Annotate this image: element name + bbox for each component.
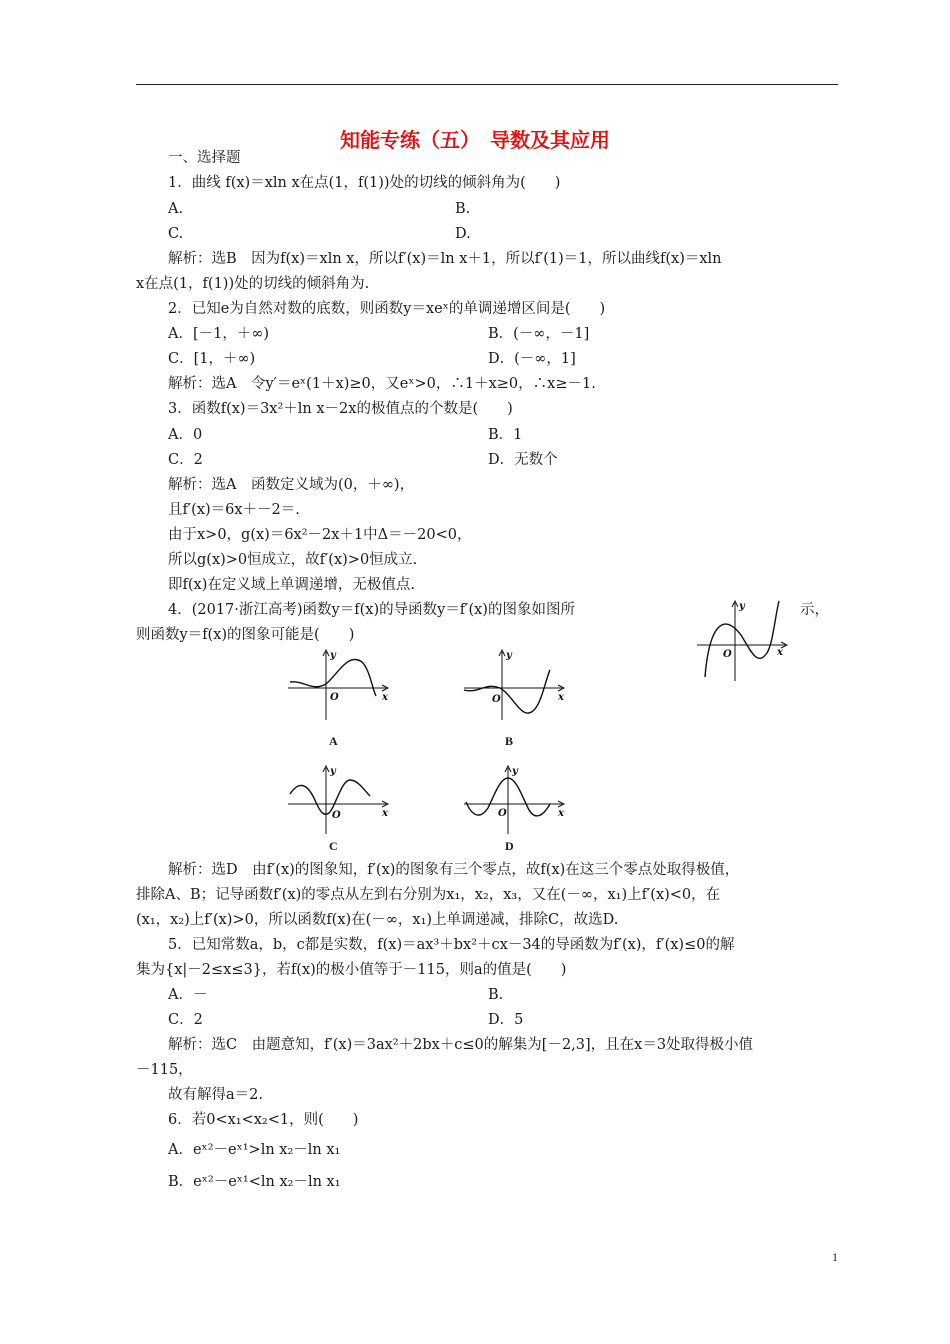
q2-stem: 2．已知e为自然对数的底数，则函数y＝xeˣ的单调递增区间是( ) <box>168 301 606 317</box>
q2-option-d: D．(－∞，1] <box>488 351 576 367</box>
q3-option-d: D．无数个 <box>488 452 558 468</box>
option-b-x-label: x <box>558 692 564 703</box>
option-a-graph <box>286 648 396 722</box>
option-d-origin: O <box>498 808 507 819</box>
page-title: 知能专练（五） 导数及其应用 <box>340 128 610 152</box>
option-a-caption: A <box>329 734 338 748</box>
q4-stem-line1-end: 示， <box>800 602 829 618</box>
q4-solution-line2: 排除A、B；记导函数f′(x)的零点从左到右分别为x₁，x₂，x₃，又在(－∞，x₁)上f′(x)<0，在 <box>136 887 721 903</box>
q5-solution-line1: 解析：选C 由题意知，f′(x)＝3ax²＋2bx＋c≤0的解集为[－2,3]，且在x＝3处取得极小值 <box>168 1037 754 1053</box>
option-c-x-label: x <box>382 808 388 819</box>
q4-solution-line3: (x₁，x₂)上f′(x)>0，所以函数f(x)在(－∞，x₁)上单调递减，排除C，故选D. <box>136 912 619 928</box>
q2-option-a: A．[－1，＋∞) <box>168 326 270 342</box>
q3-option-b: B．1 <box>488 427 523 443</box>
q3-stem: 3．函数f(x)＝3x²＋ln x－2x的极值点的个数是( ) <box>168 401 513 417</box>
derivative-graph-figure <box>695 597 795 683</box>
figure-x-label: x <box>777 647 783 658</box>
q3-option-a: A．0 <box>168 427 203 443</box>
q3-solution-line5: 即f(x)在定义域上单调递增，无极值点. <box>168 577 415 593</box>
q3-solution-line2: 且f′(x)＝6x＋－2＝. <box>168 502 300 518</box>
option-d-caption: D <box>505 839 514 853</box>
option-b-y-label: y <box>506 650 512 661</box>
q1-stem: 1．曲线 f(x)＝xln x在点(1，f(1))处的切线的倾斜角为( ) <box>168 175 561 191</box>
q5-stem-line1: 5．已知常数a，b，c都是实数，f(x)＝ax³＋bx²＋cx－34的导函数为f′(x)，f′(x)≤0的解 <box>168 937 735 953</box>
q4-stem-line1: 4．(2017·浙江高考)函数y＝f(x)的导函数y＝f′(x)的图象如图所 <box>168 602 575 618</box>
q6-option-a: A．eˣ²－eˣ¹>ln x₂－ln x₁ <box>168 1142 341 1158</box>
option-c-caption: C <box>329 839 338 853</box>
q1-option-a: A. <box>168 201 184 217</box>
page-number: 1 <box>832 1250 838 1264</box>
q2-solution: 解析：选A 令y′＝eˣ(1＋x)≥0，又eˣ>0，∴1＋x≥0，∴x≥－1. <box>168 376 596 392</box>
option-b-caption: B <box>505 734 514 748</box>
q3-option-c: C．2 <box>168 452 203 468</box>
option-d-graph <box>462 764 572 836</box>
option-c-origin: O <box>332 810 341 821</box>
option-d-y-label: y <box>512 766 518 777</box>
option-c-y-label: y <box>330 766 336 777</box>
option-b-graph <box>462 648 572 722</box>
q5-option-d: D．5 <box>488 1012 524 1028</box>
option-a-x-label: x <box>382 692 388 703</box>
q5-option-a: A．－ <box>168 987 208 1003</box>
q4-stem-line2: 则函数y＝f(x)的图象可能是( ) <box>136 627 355 643</box>
option-d-x-label: x <box>558 808 564 819</box>
q1-solution-line1: 解析：选B 因为f(x)＝xln x，所以f′(x)＝ln x＋1，所以f′(1)＝1，所以曲线f(x)＝xln <box>168 251 722 267</box>
figure-y-label: y <box>739 601 745 612</box>
q3-solution-line1: 解析：选A 函数定义域为(0，＋∞)， <box>168 477 415 493</box>
header-rule <box>136 84 838 85</box>
q5-option-b: B. <box>488 987 504 1003</box>
q5-stem-line2: 集为{x|－2≤x≤3}，若f(x)的极小值等于－115，则a的值是( ) <box>136 962 567 978</box>
q2-option-c: C．[1，＋∞) <box>168 351 256 367</box>
q2-option-b: B．(－∞，－1] <box>488 326 590 342</box>
q5-solution-line3: 故有解得a＝2. <box>168 1087 263 1103</box>
q3-solution-line3: 由于x>0，g(x)＝6x²－2x＋1中Δ＝－20<0， <box>168 527 472 543</box>
q5-option-c: C．2 <box>168 1012 203 1028</box>
q4-solution-line1: 解析：选D 由f′(x)的图象知，f′(x)的图象有三个零点，故f(x)在这三个零点处取得极值， <box>168 862 740 878</box>
q6-option-b: B．eˣ²－eˣ¹<ln x₂－ln x₁ <box>168 1174 341 1190</box>
q1-option-c: C. <box>168 226 184 242</box>
q3-solution-line4: 所以g(x)>0恒成立，故f′(x)>0恒成立. <box>168 552 418 568</box>
q1-option-b: B. <box>455 201 471 217</box>
option-c-graph <box>286 764 396 836</box>
option-b-origin: O <box>492 694 501 705</box>
option-a-y-label: y <box>330 650 336 661</box>
figure-origin-label: O <box>723 649 732 660</box>
q6-stem: 6．若0<x₁<x₂<1，则( ) <box>168 1112 359 1128</box>
q1-option-d: D. <box>455 226 471 242</box>
section-heading: 一、选择题 <box>168 150 241 166</box>
q5-solution-line2: －115， <box>136 1062 193 1078</box>
option-a-origin: O <box>330 692 339 703</box>
q1-solution-line2: x在点(1，f(1))处的切线的倾斜角为. <box>136 276 370 292</box>
